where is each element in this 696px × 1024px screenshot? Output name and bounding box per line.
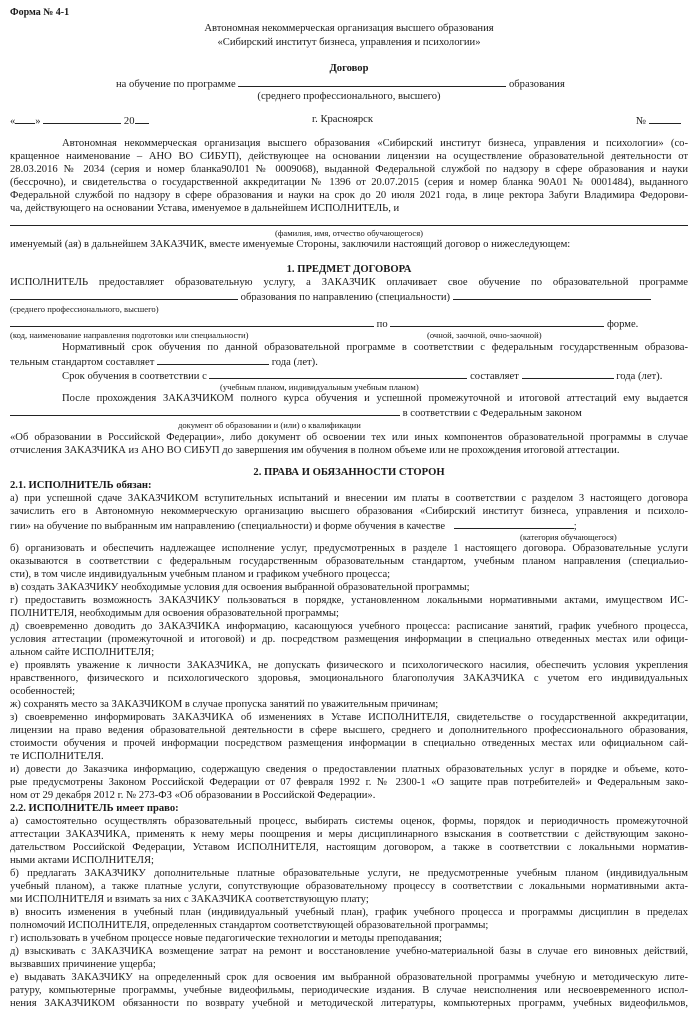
after-paragraph-end <box>10 431 688 457</box>
item-line: а) при успешной сдаче ЗАКАЗЧИКОМ вступительных испытаний и внесении им платы в соответствии с разделом 3 настоящего договора <box>10 493 688 504</box>
norm-line2 <box>10 354 688 367</box>
norm-paragraph <box>10 341 688 367</box>
section1-paragraph <box>10 276 688 302</box>
org-name-line2: «Сибирский институт бизнеса, управления и психологии» <box>217 37 481 48</box>
item-line: сти), в том числе индивидуальным учебным планом и графиком учебного процесса; <box>10 569 391 580</box>
item-line: зачислить его в Автономную некоммерческую организацию высшего образования «Сибирский институт бизнеса, управления и психоло- <box>10 506 688 517</box>
form-line <box>10 316 638 331</box>
item-line: стоимости обучения и прочей информации посредством размещения информации в специально отведенных местах или официальном сай- <box>10 738 688 749</box>
item-line: ж) сохранять место за ЗАКАЗЧИКОМ в случае пропуска занятий по уважительным причинам; <box>10 699 439 710</box>
intro-paragraph <box>10 137 688 215</box>
direction-label: образования по направлению (специальности) <box>240 292 451 302</box>
item-line: б) предлагать ЗАКАЗЧИКУ дополнительные платные образовательные услуги, не предусмотренные учебным планом (индивидуальным <box>10 868 688 879</box>
org-name-line1: Автономная некоммерческая организация высшего образования <box>204 23 494 34</box>
subsection-2-2-heading <box>10 802 688 815</box>
item-line: особенностей; <box>10 686 76 697</box>
item-line: условия аттестации (промежуточной и итоговой) и др. посредством размещения информации в специально отведенных местах или офици- <box>10 634 688 645</box>
norm-prefix: тельным стандартом составляет <box>10 357 155 367</box>
item-line: в) вносить изменения в учебный план (индивидуальный учебный план), график учебного процесса и программы дисциплин в пределах <box>10 907 688 918</box>
item-line: нения ЗАКАЗЧИКОМ обязанности по возврату учебной и методической литературы, компьютерных программ, учебных видеофильмов, <box>10 998 688 1009</box>
year-blank[interactable] <box>135 113 149 124</box>
norm-line: Нормативный срок обучения по данной образовательной программе в соответствии с федеральным государственным образова- <box>62 342 688 353</box>
item-line: аттестации ЗАКАЗЧИКА, применять к нему меры поощрения и меры дисциплинарного взыскания в соответствии с действующим законо- <box>10 829 688 840</box>
item-line: ном от 29 декабря 2012 г. № 273-ФЗ «Об образовании в Российской Федерации». <box>10 790 376 801</box>
item-line: ПОЛНИТЕЛЯ, необходимым для освоения образовательной программы; <box>10 608 339 619</box>
item-line-category <box>10 518 688 531</box>
subsection-2-1-items <box>10 542 688 1010</box>
item-line: ными актами ИСПОЛНИТЕЛЯ; <box>10 855 154 866</box>
document-hint: документ об образовании и (или) о квалификации <box>178 420 361 430</box>
category-hint: (категория обучающегося) <box>520 532 617 542</box>
item-line: учебный планом), а также платные услуги, сопутствующие образовательному процессу в соответствии с локальными нормативными акта- <box>10 881 688 892</box>
intro-line: Автономная некоммерческая организация высшего образования «Сибирский институт бизнеса, управления и психологии» (со- <box>62 138 688 149</box>
program-suffix: образования <box>508 79 565 90</box>
item-line: те ИСПОЛНИТЕЛЯ. <box>10 751 104 762</box>
norm-years-blank[interactable] <box>157 354 269 365</box>
form-po: по <box>376 319 388 330</box>
term-mid: составляет <box>470 371 519 382</box>
date-open-quote: « <box>10 116 16 127</box>
section2-heading: 2. ПРАВА И ОБЯЗАННОСТИ СТОРОН <box>253 467 445 478</box>
program-blank[interactable] <box>238 76 506 87</box>
subsection-2-1-rest: обязан: <box>113 480 152 491</box>
item-line: д) своевременно доводить до ЗАКАЗЧИКА информацию, касающуюся учебного процесса: расписание занятий, график учебного процесса, <box>10 621 688 632</box>
level-blank[interactable] <box>10 289 238 300</box>
month-blank[interactable] <box>43 113 121 124</box>
day-blank[interactable] <box>15 113 35 124</box>
term-years-blank[interactable] <box>522 368 614 379</box>
form-suffix: форме. <box>606 319 639 330</box>
item-line: дательством Российской Федерации, Уставом ИСПОЛНИТЕЛЯ, настоящим договором, а также в соответствии с локальными норматив- <box>10 842 688 853</box>
item-line: оказываются в соответствии с федеральным государственным образовательным стандартом, учебным планом направления (специальио- <box>10 556 688 567</box>
after-paragraph <box>10 392 688 418</box>
after-line: отчисления ЗАКАЗЧИКА из АНО ВО СИБУП до завершения им обучения в полном объеме или не прохождения итоговой аттестации. <box>10 445 620 456</box>
number-field <box>636 113 681 128</box>
code-blank[interactable] <box>10 316 374 327</box>
level-hint: (среднего профессионального, высшего) <box>10 304 159 314</box>
program-prefix: на обучение по программе <box>116 79 236 90</box>
after-line2 <box>10 405 688 418</box>
category-end: ; <box>573 521 577 531</box>
intro-line: 28.03.2016 № 2034 (серия и номер бланка90Л01 № 0009068), выданной Федеральной службой по надзору в сфере образования и науки <box>10 164 688 175</box>
intro-line: кращенное наименование – АНО ВО СИБУП), действующее на основании лицензии на осуществление образовательной деятельности от <box>10 151 688 162</box>
form-number: Форма № 4-1 <box>10 7 70 18</box>
study-form-blank[interactable] <box>390 316 604 327</box>
subsection-2-1-item-a <box>10 492 688 531</box>
item-line: ратуру, компьютерные программы, учебные видеофильмы, периодические издания. В случае неисполнения или несвоевременного испол- <box>10 985 688 996</box>
section1-heading: 1. ПРЕДМЕТ ДОГОВОРА <box>286 264 412 275</box>
subsection-2-1-number: 2.1. ИСПОЛНИТЕЛЬ <box>10 480 114 491</box>
plan-hint: (учебным планом, индивидуальным учебным планом) <box>220 382 419 392</box>
specialty-blank[interactable] <box>453 289 651 300</box>
code-hint: (код, наименование направления подготовки или специальности) <box>10 330 249 340</box>
item-line: е) выдавать ЗАКАЗЧИКУ на определенный срок для освоения им выбранной образовательной программы учебную и методическую лите- <box>10 972 688 983</box>
number-blank[interactable] <box>649 113 681 124</box>
item-line: вызвавших причинение ущерба; <box>10 959 156 970</box>
number-label: № <box>636 116 647 127</box>
item-line: д) взыскивать с ЗАКАЗЧИКА возмещение затрат на ремонт и восстановление учебно-материальной базы в случае его виновных действий, <box>10 946 688 957</box>
item-line: г) предоставить возможность ЗАКАЗЧИКУ пользоваться в порядке, установленном локальными нормативными актами, имуществом ИС- <box>10 595 688 606</box>
item-line-text: гии» на обучение по выбранным им направлению (специальности) и форме обучения в качестве <box>10 521 446 531</box>
federal-law-label: в соответствии с Федеральным законом <box>402 408 582 418</box>
student-name-hint: (фамилия, имя, отчество обучающегося) <box>274 228 424 238</box>
item-line: альном сайте ИСПОЛНИТЕЛЯ; <box>10 647 155 658</box>
study-form-hint: (очной, заочной, очно-заочной) <box>427 330 542 340</box>
after-line: «Об образовании в Российской Федерации», либо документ об освоении тех или иных компонентов образовательной программы в случае <box>10 432 688 443</box>
document-blank[interactable] <box>10 405 400 416</box>
after-line: После прохождения ЗАКАЗЧИКОМ полного курса обучения и успешной промежуточной и итоговой аттестаций ему выдается <box>62 393 688 404</box>
subsection-2-1-heading <box>10 479 152 492</box>
category-blank[interactable] <box>454 518 574 529</box>
date-close-quote: » <box>35 116 41 127</box>
subsection-2-2-rest: имеет право: <box>113 803 179 814</box>
subsection-2-2-number: 2.2. ИСПОЛНИТЕЛЬ <box>10 803 114 814</box>
date-line <box>10 113 149 128</box>
intro-line: ча, действующего на основании Устава, именуемое в дальнейшем ИСПОЛНИТЕЛЬ, и <box>10 203 400 214</box>
item-line: з) своевременно информировать ЗАКАЗЧИКА об изменениях в Уставе ИСПОЛНИТЕЛЯ, свидетельстве о государственной аккредитации, <box>10 712 688 723</box>
item-line: в) создать ЗАКАЗЧИКУ необходимые условия для освоения выбранной образовательной программы; <box>10 582 470 593</box>
student-name-blank[interactable] <box>10 224 688 226</box>
plan-blank[interactable] <box>209 368 467 379</box>
item-line: лицензии на право ведения образовательной деятельности в сфере высшего, среднего и дополнительного профессионального образования, <box>10 725 688 736</box>
customer-line: именуемый (ая) в дальнейшем ЗАКАЗЧИК, вместе именуемые Стороны, заключили настоящий договор о нижеследующем: <box>10 239 571 250</box>
item-line: полномочий ИСПОЛНИТЕЛЯ, определенных стандартом соответствующей образовательной программы; <box>10 920 489 931</box>
section1-line2 <box>10 289 688 302</box>
item-line: и) довести до Заказчика информацию, содержащую сведения о предоставлении платных образовательных услуг в порядке и объеме, кото- <box>10 764 688 775</box>
document-title: Договор <box>329 63 369 74</box>
intro-line: (бессрочно), и свидетельства о государственной аккредитации № 1396 от 20.07.2015 (серия и номер бланка 90А01 № 0001484), выданного <box>10 177 688 188</box>
item-line: рые предусмотрены Законом Российской Федерации от 07 февраля 1992 г. № 2300-1 «О защите прав потребителей» и Федеральным зако- <box>10 777 688 788</box>
city: г. Красноярск <box>312 114 373 125</box>
norm-suffix: года (лет). <box>271 357 318 367</box>
program-line <box>116 76 565 91</box>
item-line: е) проявлять уважение к личности ЗАКАЗЧИКА, не допускать физического и психологического насилия, обеспечить условия укрепления <box>10 660 688 671</box>
item-line: а) самостоятельно осуществлять образовательный процесс, выбирать системы оценок, формы, порядок и периодичность промежуточной <box>10 816 688 827</box>
item-line: ми ИСПОЛНИТЕЛЯ и взимать за них с ЗАКАЗЧИКА соответствующую плату; <box>10 894 369 905</box>
term-line <box>62 368 662 383</box>
program-hint: (среднего профессионального, высшего) <box>257 91 441 102</box>
item-line: г) использовать в учебном процессе новые педагогические технологии и методы преподавания; <box>10 933 442 944</box>
term-prefix: Срок обучения в соответствии с <box>62 371 207 382</box>
item-line: нравственного, физического и психологического здоровья, эмоционального благополучия ЗАКАЗЧИКА с учетом его индивидуальных <box>10 673 688 684</box>
intro-line: Федеральной службой по надзору в сфере образования и науки на срок до 20 июля 2021 года, в лице ректора Забуги Владимира Федорови- <box>10 190 688 201</box>
section1-line: ИСПОЛНИТЕЛЬ предоставляет образовательную услугу, а ЗАКАЗЧИК оплачивает свое обучение по образовательной программе <box>10 277 688 288</box>
term-suffix: года (лет). <box>616 371 663 382</box>
year-prefix: 20 <box>123 116 135 127</box>
item-line: б) организовать и обеспечить надлежащее исполнение услуг, предусмотренных в разделе 1 настоящего договора. Образовательные услуги <box>10 543 688 554</box>
